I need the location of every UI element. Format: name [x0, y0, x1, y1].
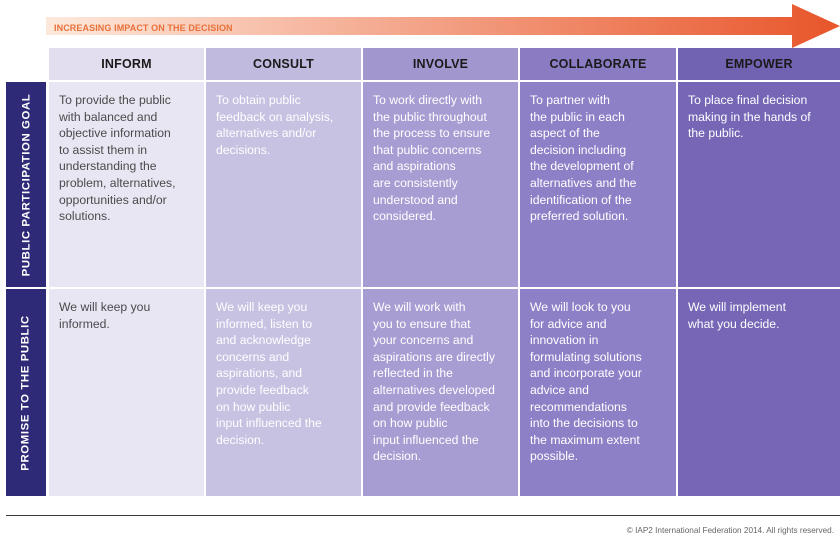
copyright-text: © IAP2 International Federation 2014. All rights reserved.	[626, 526, 834, 535]
goal-involve: To work directly with the public throughout the process to ensure that public concerns and aspirations are consistently understood and considered.	[363, 82, 518, 287]
goal-collaborate: To partner with the public in each aspect of the decision including the development of alternatives and the identification of the preferred solution.	[520, 82, 676, 287]
header-collaborate: COLLABORATE	[520, 48, 676, 80]
footer-divider	[6, 515, 840, 516]
goal-consult: To obtain public feedback on analysis, alternatives and/or decisions.	[206, 82, 361, 287]
row-label-goal-text: PUBLIC PARTICIPATION GOAL	[20, 93, 32, 276]
promise-consult: We will keep you informed, listen to and acknowledge concerns and aspirations, and provide feedback on how public input influenced the decision.	[206, 289, 361, 496]
row-label-promise	[6, 289, 46, 496]
promise-empower: We will implement what you decide.	[678, 289, 840, 496]
row-label-goal	[6, 82, 46, 287]
header-empower: EMPOWER	[678, 48, 840, 80]
row-label-promise-text: PROMISE TO THE PUBLIC	[20, 314, 33, 471]
arrow-label: INCREASING IMPACT ON THE DECISION	[54, 23, 233, 33]
header-involve: INVOLVE	[363, 48, 518, 80]
header-inform: INFORM	[49, 48, 204, 80]
promise-collaborate: We will look to you for advice and innovation in formulating solutions and incorporate your advice and recommendations into the decisions to the maximum extent possible.	[520, 289, 676, 496]
promise-inform: We will keep you informed.	[49, 289, 204, 496]
goal-inform: To provide the public with balanced and objective information to assist them in understanding the problem, alternatives, opportunities and/or solutions.	[49, 82, 204, 287]
impact-arrow	[46, 4, 840, 48]
promise-involve: We will work with you to ensure that your concerns and aspirations are directly reflected in the alternatives developed and provide feedback on how public input influenced the decision.	[363, 289, 518, 496]
header-consult: CONSULT	[206, 48, 361, 80]
goal-empower: To place final decision making in the hands of the public.	[678, 82, 840, 287]
